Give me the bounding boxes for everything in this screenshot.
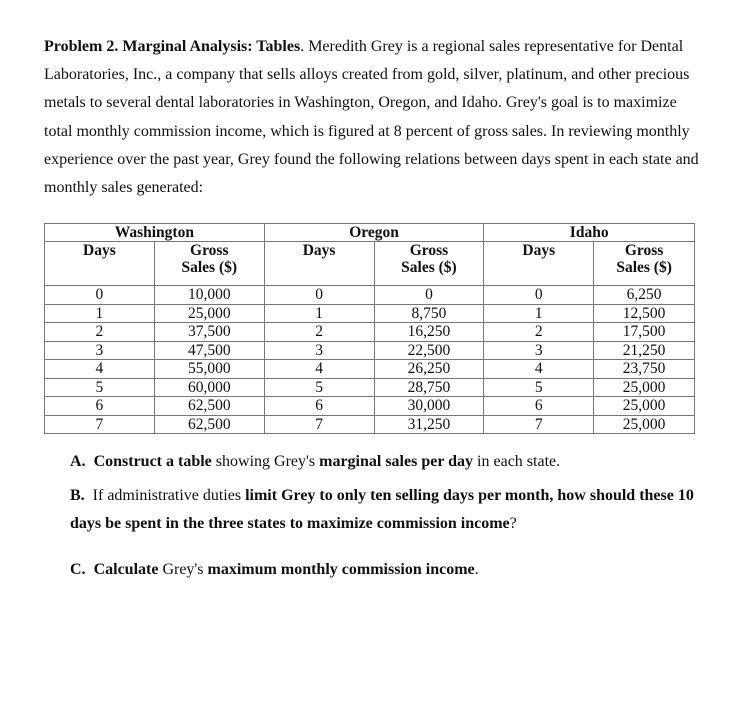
gross-sales-cell: 6,250	[594, 286, 695, 305]
gross-sales-cell: 22,500	[374, 341, 484, 360]
gross-sales-cell: 25,000	[154, 304, 264, 323]
table-row	[45, 378, 695, 397]
state-header: Oregon	[264, 224, 484, 242]
days-cell: 1	[484, 304, 594, 323]
problem-title: Problem 2. Marginal Analysis: Tables	[44, 38, 301, 55]
gross-sales-cell: 25,000	[594, 378, 695, 397]
sales-header: Gross Sales ($)	[374, 242, 484, 286]
question-text: ?	[509, 515, 517, 532]
question-text: maximum monthly commission income	[207, 561, 475, 578]
days-cell: 7	[484, 415, 594, 434]
gross-sales-cell: 21,250	[594, 341, 695, 360]
question-text: Grey's	[158, 561, 208, 578]
days-cell: 3	[45, 341, 155, 360]
gross-sales-cell: 25,000	[594, 415, 695, 434]
gross-sales-cell: 60,000	[154, 378, 264, 397]
state-header: Idaho	[484, 224, 695, 242]
sales-table	[44, 223, 695, 434]
days-cell: 3	[264, 341, 374, 360]
question-text: .	[474, 561, 479, 578]
gross-sales-cell: 0	[374, 286, 484, 305]
days-cell: 7	[45, 415, 155, 434]
days-cell: 4	[484, 360, 594, 379]
days-cell: 4	[264, 360, 374, 379]
gross-sales-cell: 62,500	[154, 397, 264, 416]
gross-sales-cell: 12,500	[594, 304, 695, 323]
gross-sales-cell: 30,000	[374, 397, 484, 416]
days-cell: 3	[484, 341, 594, 360]
question-text: showing Grey's	[211, 453, 320, 470]
table-row	[45, 286, 695, 305]
days-cell: 2	[45, 323, 155, 342]
table-row	[45, 397, 695, 416]
gross-sales-cell: 26,250	[374, 360, 484, 379]
table-row	[45, 304, 695, 323]
question-a	[70, 448, 710, 476]
days-cell: 2	[484, 323, 594, 342]
gross-sales-cell: 37,500	[154, 323, 264, 342]
question-text: limit Grey to only ten selling days per month, how should these 10 days be spent in the three states to maximize commission income	[70, 487, 694, 532]
days-cell: 7	[264, 415, 374, 434]
question-text: Construct a table	[93, 453, 212, 470]
days-cell: 5	[264, 378, 374, 397]
gross-sales-cell: 62,500	[154, 415, 264, 434]
question-text: in each state.	[473, 453, 561, 470]
state-header: Washington	[45, 224, 265, 242]
question-c	[70, 556, 710, 584]
question-letter: A.	[70, 453, 86, 470]
gross-sales-cell: 25,000	[594, 397, 695, 416]
days-cell: 0	[264, 286, 374, 305]
days-cell: 6	[484, 397, 594, 416]
table-row	[45, 341, 695, 360]
table-row	[45, 360, 695, 379]
question-text: marginal sales per day	[319, 453, 474, 470]
problem-body: . Meredith Grey is a regional sales representative for Dental Laboratories, Inc., a company that sells alloys created from gold, silver, platinum, and other precious metals to several dental laboratories in Washington, Oregon, and Idaho. Grey's goal is to maximize total monthly commission income, which is figured at 8 percent of gross sales. In reviewing monthly experience over the past year, Grey found the following relations between days spent in each state and monthly sales generated:	[44, 38, 699, 197]
days-cell: 6	[45, 397, 155, 416]
question-text: If administrative duties	[92, 487, 246, 504]
table-row	[45, 415, 695, 434]
gross-sales-cell: 31,250	[374, 415, 484, 434]
days-header: Days	[45, 242, 155, 286]
days-header: Days	[484, 242, 594, 286]
days-cell: 2	[264, 323, 374, 342]
question-text: Calculate	[93, 561, 159, 578]
question-letter: C.	[70, 561, 86, 578]
days-cell: 6	[264, 397, 374, 416]
gross-sales-cell: 8,750	[374, 304, 484, 323]
days-cell: 1	[45, 304, 155, 323]
gross-sales-cell: 10,000	[154, 286, 264, 305]
days-cell: 1	[264, 304, 374, 323]
days-cell: 4	[45, 360, 155, 379]
gross-sales-cell: 47,500	[154, 341, 264, 360]
gross-sales-cell: 28,750	[374, 378, 484, 397]
sales-header: Gross Sales ($)	[154, 242, 264, 286]
gross-sales-cell: 55,000	[154, 360, 264, 379]
days-header: Days	[264, 242, 374, 286]
sales-header: Gross Sales ($)	[594, 242, 695, 286]
question-letter: B.	[70, 487, 85, 504]
gross-sales-cell: 17,500	[594, 323, 695, 342]
days-cell: 0	[484, 286, 594, 305]
gross-sales-cell: 23,750	[594, 360, 695, 379]
days-cell: 5	[484, 378, 594, 397]
table-row	[45, 323, 695, 342]
problem-statement	[44, 33, 704, 202]
days-cell: 0	[45, 286, 155, 305]
days-cell: 5	[45, 378, 155, 397]
question-b	[70, 482, 710, 538]
gross-sales-cell: 16,250	[374, 323, 484, 342]
